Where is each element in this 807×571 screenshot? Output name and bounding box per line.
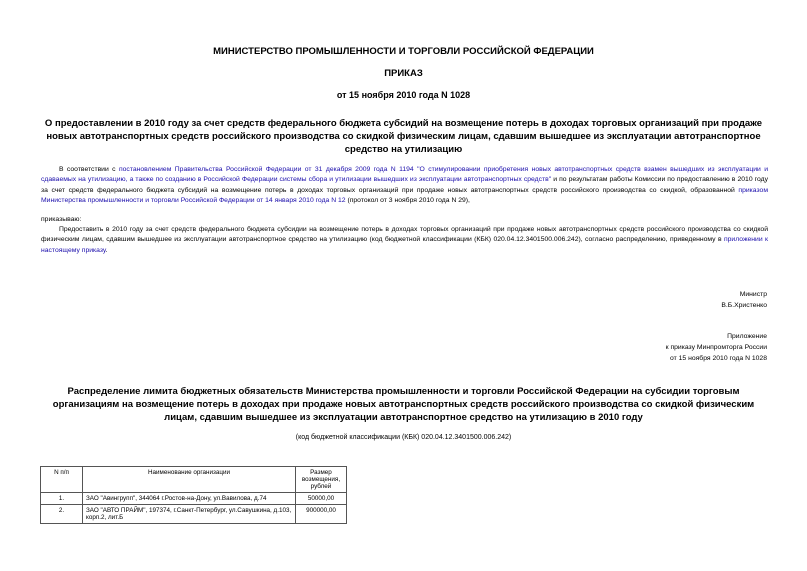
column-header: Размер возмещения, рублей bbox=[296, 467, 347, 493]
table-row bbox=[41, 505, 347, 524]
ministry-title: МИНИСТЕРСТВО ПРОМЫШЛЕННОСТИ И ТОРГОВЛИ РОССИЙСКОЙ ФЕДЕРАЦИИ bbox=[213, 46, 594, 57]
annex-ref-line: Приложение bbox=[727, 333, 767, 340]
link-government-decree[interactable]: постановлением Правительства Российской Федерации от 31 декабря 2009 года N 1194 "О стимулировании приобретения новых автотранспортных средств взамен вышедших из эксплуатации и сдаваемых на утилизацию, а также по созданию в Российской Федерации системы сбора и утилизации вышедших из эксплуатации автотранспортных средств" bbox=[41, 166, 769, 184]
paragraph-text: (протокол от 3 ноября 2010 года N 29), bbox=[345, 196, 470, 204]
table-cell-amount: 50000,00 bbox=[296, 493, 347, 505]
signature-name: В.Б.Христенко bbox=[721, 302, 767, 309]
annex-ref-line: к приказу Минпромторга России bbox=[665, 344, 767, 351]
link-annex[interactable]: приложении к настоящему приказу bbox=[41, 236, 768, 254]
column-header: N п/п bbox=[41, 467, 83, 493]
signature-block bbox=[567, 289, 767, 311]
document-type: ПРИКАЗ bbox=[384, 68, 423, 79]
annex-title: Распределение лимита бюджетных обязательств Министерства промышленности и торговли Российской Федерации на субсидии торговым организациям на возмещение потерь в доходах при продаже новых автотранспортных средств российского производства со скидкой физическим лицам, сдавшим вышедшее из эксплуатации автотранспортное средство на утилизацию в 2010 году bbox=[52, 386, 755, 423]
document-date: от 15 ноября 2010 года N 1028 bbox=[336, 90, 471, 100]
column-header: Наименование организации bbox=[83, 467, 296, 493]
table-cell-number: 2. bbox=[41, 505, 83, 524]
table-cell-organization: ЗАО "Авингрупп", 344064 г.Ростов-на-Дону, ул.Вавилова, д.74 bbox=[83, 493, 296, 505]
distribution-table bbox=[40, 466, 347, 524]
paragraph-text: и по результатам работы Комиссии по предоставлению в 2010 году за счет средств федерального бюджета субсидий на возмещение потерь в доходах торговых организаций при продаже новых автотранспортных средств российского производства со скидкой, образованной bbox=[41, 176, 768, 194]
table-cell-organization: ЗАО "АВТО ПРАЙМ", 197374, г.Санкт-Петербург, ул.Савушкина, д.103, корп.2, лит.Б bbox=[83, 505, 296, 524]
link-ministry-order[interactable]: приказом Министерства промышленности и торговли Российской Федерации от 14 января 2010 года N 12 bbox=[41, 186, 768, 204]
kbk-code: (код бюджетной классификации (КБК) 020.04.12.3401500.006.242) bbox=[295, 434, 512, 441]
paragraph-text: Предоставить в 2010 году за счет средств федерального бюджета субсидии на возмещение потерь в доходах торговых организаций при продаже новых автотранспортных средств российского производства со скидкой физическим лицам, сдавшим вышедшее из эксплуатации автотранспортное средство на утилизацию (код бюджетной классификации (КБК) 020.04.12.3401500.006.242), согласно распределению, приведенному в bbox=[41, 226, 768, 244]
table-cell-number: 1. bbox=[41, 493, 83, 505]
paragraph-text: В соответствии с bbox=[59, 166, 119, 173]
paragraph-basis bbox=[41, 165, 768, 206]
table-row bbox=[41, 493, 347, 505]
table-header-row bbox=[41, 467, 347, 493]
annex-ref-line: от 15 ноября 2010 года N 1028 bbox=[670, 355, 767, 362]
table-cell-amount: 900000,00 bbox=[296, 505, 347, 524]
document-heading: О предоставлении в 2010 году за счет средств федерального бюджета субсидий на возмещение потерь в доходах торговых организаций при продаже новых автотранспортных средств российского производства со скидкой физическим лицам, сдавшим вышедшее из эксплуатации автотранспортное средство на утилизацию bbox=[44, 118, 763, 155]
paragraph-decision bbox=[41, 225, 768, 256]
signature-role: Министр bbox=[739, 291, 767, 298]
paragraph-order-word: приказываю: bbox=[41, 216, 82, 223]
paragraph-text: . bbox=[105, 246, 108, 254]
annex-reference bbox=[567, 331, 767, 364]
